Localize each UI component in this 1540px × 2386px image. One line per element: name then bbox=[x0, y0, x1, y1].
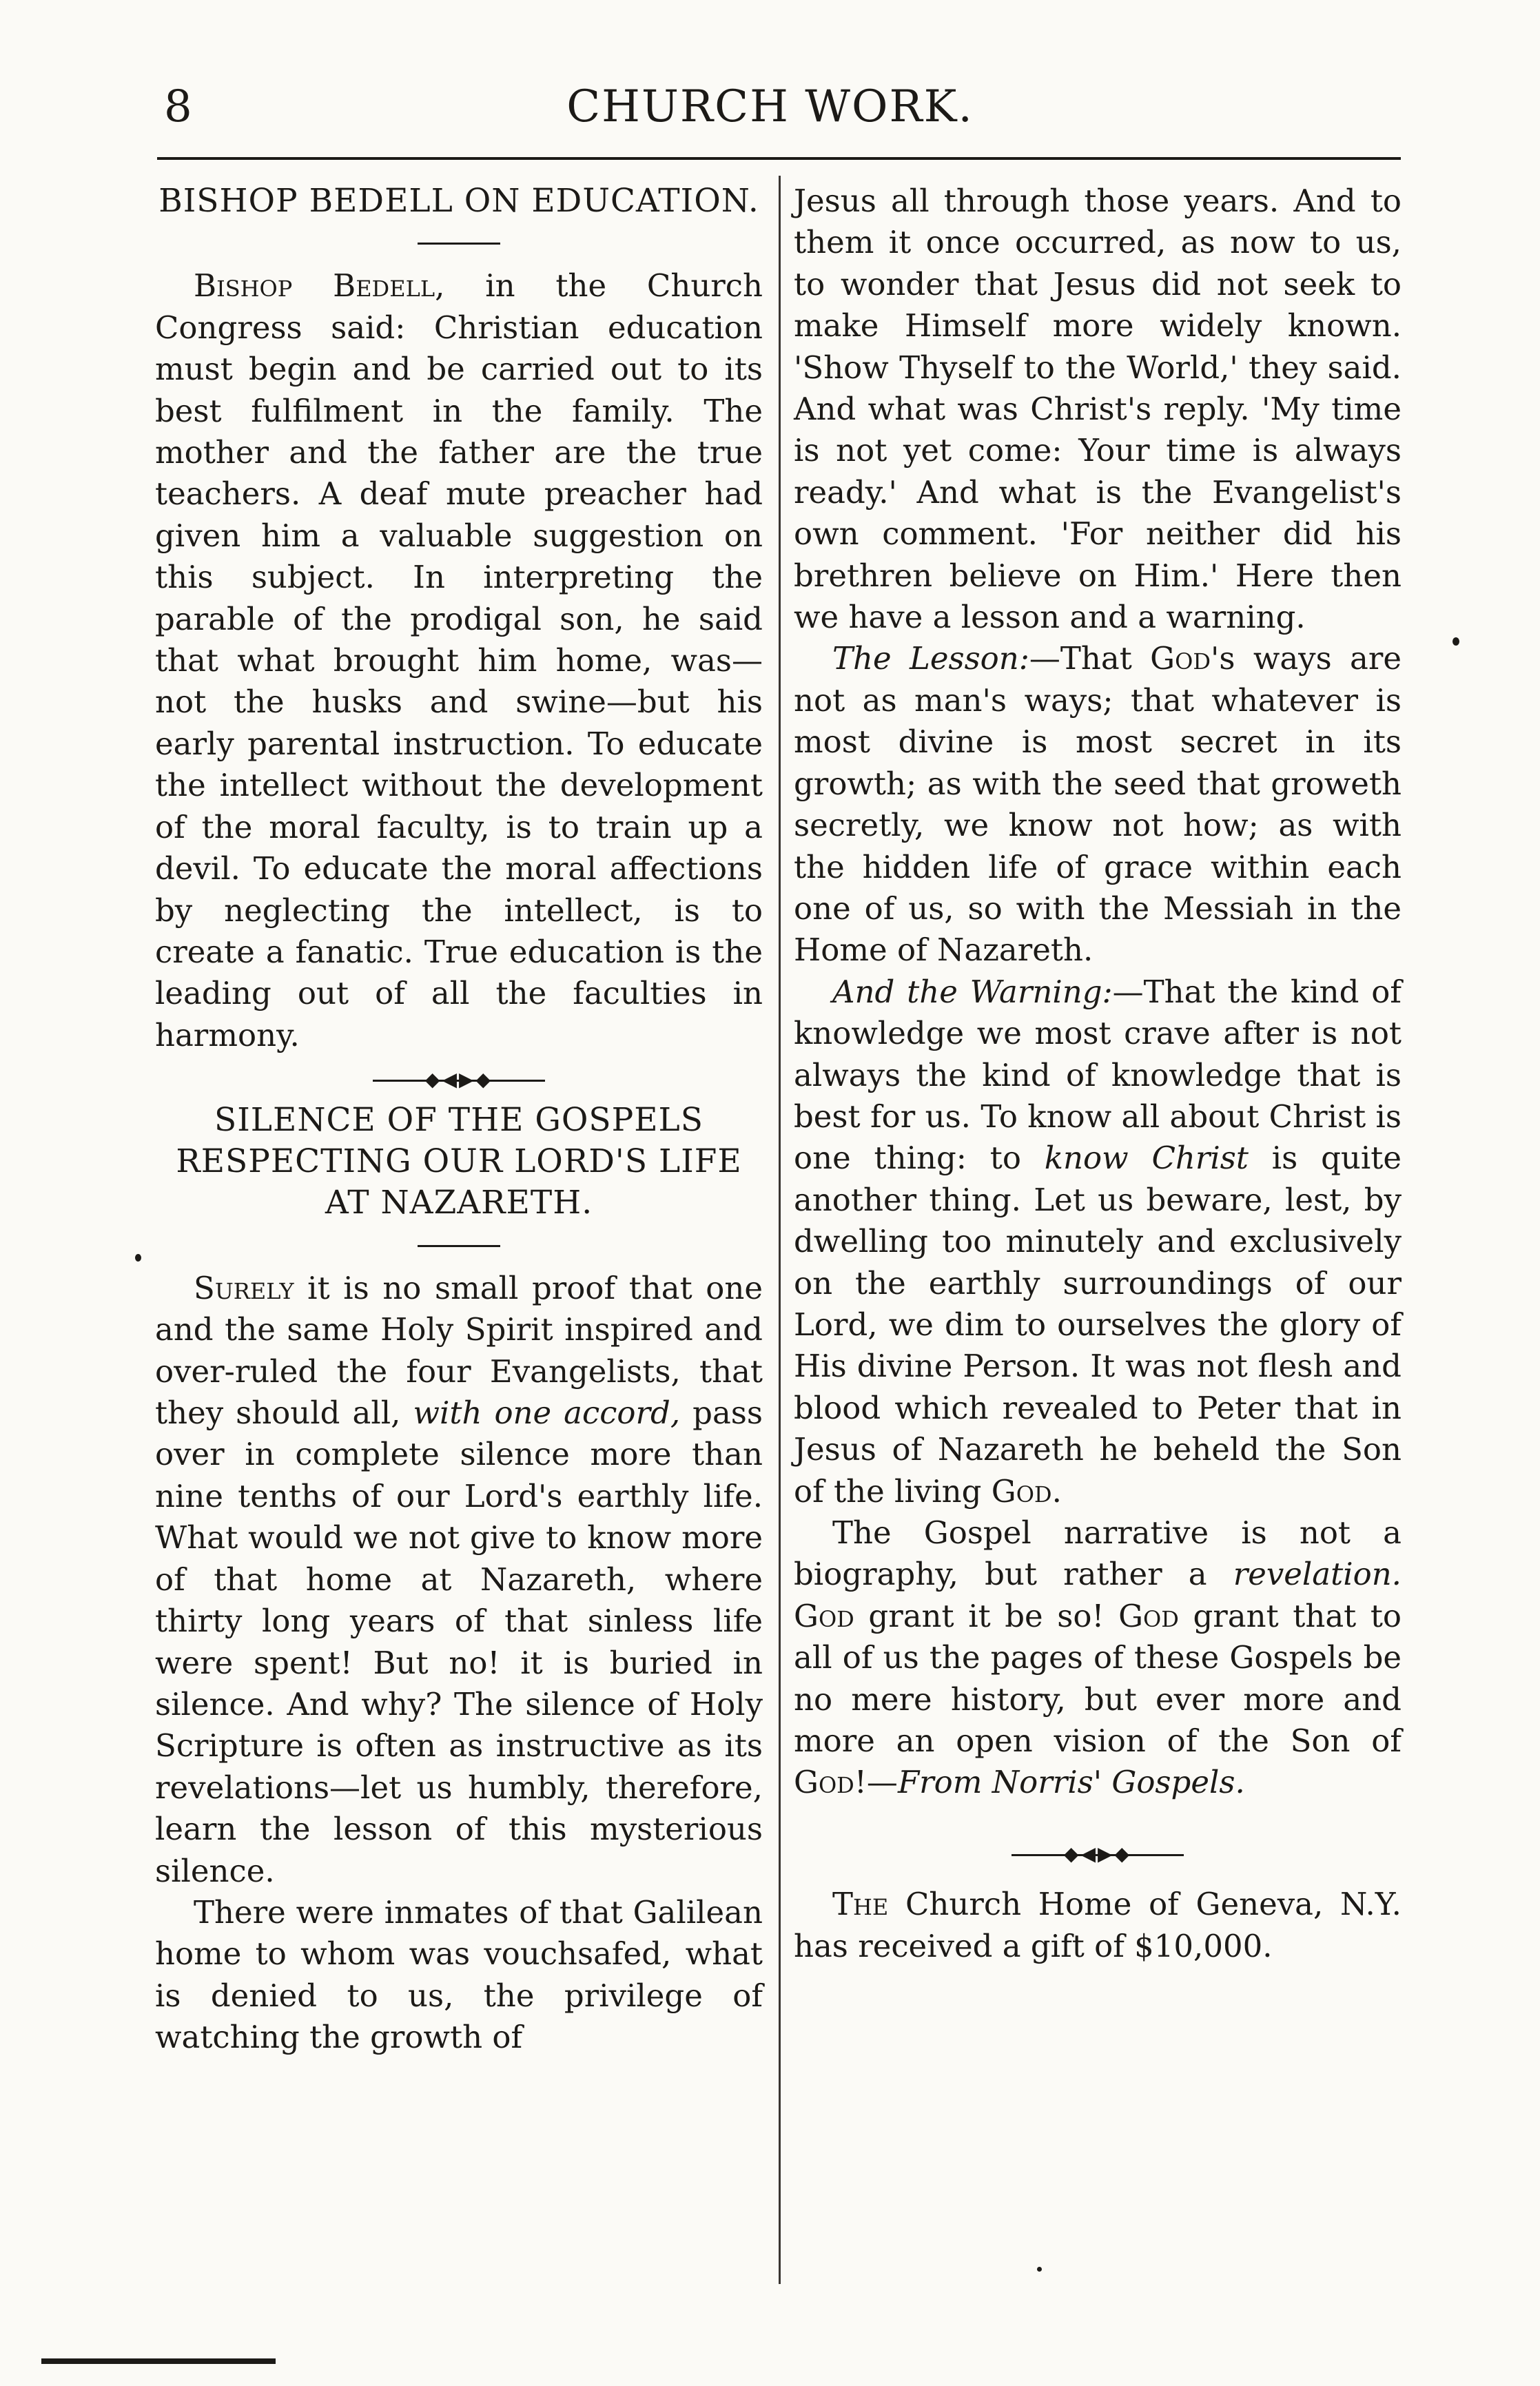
text-run: grant it be so! bbox=[854, 1597, 1119, 1634]
small-caps-run: God bbox=[991, 1472, 1052, 1510]
italic-run: And the Warning: bbox=[832, 973, 1113, 1010]
title-rule bbox=[418, 243, 500, 245]
text-run: it is no small proof that one and the same Holy Spirit inspired and over-ruled the four Evangelists, that they should all, bbox=[155, 1269, 763, 1432]
small-caps-run: God bbox=[794, 1597, 854, 1634]
page-number: 8 bbox=[164, 81, 192, 132]
print-speck bbox=[1037, 2267, 1042, 2272]
italic-run: know Christ bbox=[1044, 1140, 1249, 1177]
paragraph-inmates-continued: Jesus all through those years. And to them it once occurred, as now to us, to wonder that Jesus did not seek to make Himself more widely known. 'Show Thyself to the World,' they said. And what was Christ's reply. 'My time is not yet come: Your time is always ready.' And what is the Evangelist's own comment. 'For neither did his brethren believe on Him.' Here then we have a lesson and a warning. bbox=[794, 183, 1402, 636]
spacer bbox=[794, 1804, 1402, 1831]
print-speck bbox=[135, 1254, 141, 1262]
column-divider bbox=[779, 176, 781, 2284]
bottom-edge-mark bbox=[41, 2358, 276, 2364]
italic-run: with one accord, bbox=[413, 1395, 681, 1432]
text-run: The Gospel narrative is not a biography, but rather a bbox=[794, 1514, 1402, 1593]
text-run: . bbox=[1051, 1472, 1062, 1510]
print-speck bbox=[1452, 637, 1459, 646]
small-caps-run: God bbox=[1150, 640, 1211, 677]
text-run: !— bbox=[854, 1764, 898, 1801]
page-header-title: CHURCH WORK. bbox=[566, 81, 974, 132]
source-citation: From Norris' Gospels. bbox=[897, 1764, 1245, 1801]
ornament-glyphs: ◆◀▶◆ bbox=[1063, 1842, 1132, 1866]
text-run: is quite another thing. Let us beware, lest, by dwelling too minutely and exclusively on the earthly surroundings of our Lord, we dim to ourselves the glory of His divine Person. It was not flesh and blood which revealed to Peter that in Jesus of Nazareth he beheld the Son of the living bbox=[794, 1140, 1402, 1510]
lead-word: Bishop Bedell, bbox=[194, 267, 445, 305]
header-rule bbox=[157, 157, 1401, 160]
left-column bbox=[155, 181, 763, 2059]
notice-church-home bbox=[794, 1884, 1402, 1967]
text-run: —That the kind of knowledge we most crave after is not always the kind of knowledge that is best for us. To know all about Christ is one thing: to bbox=[794, 973, 1402, 1177]
text-run: —That bbox=[1029, 640, 1151, 677]
text-run: grant that to all of us the pages of these Gospels be no mere history, but ever more and more an open vision of the Son of bbox=[794, 1597, 1402, 1760]
title-rule bbox=[418, 1245, 500, 1247]
small-caps-run: God bbox=[1118, 1597, 1179, 1634]
section-ornament bbox=[794, 1840, 1402, 1869]
lead-word: The bbox=[832, 1886, 889, 1923]
paragraph-revelation bbox=[794, 1512, 1402, 1804]
article-body-bishop-bedell bbox=[155, 265, 763, 1056]
section-ornament bbox=[155, 1065, 763, 1093]
italic-run: revelation. bbox=[1233, 1556, 1402, 1593]
text-run: pass over in complete silence more than nine tenths of our Lord's earthly life. What would we not give to know more of that home at Nazareth, where thirty long years of that sinless life were spent! But no! it is buried in silence. And why? The silence of Holy Scripture is often as instructive as its revelations—let us humbly, therefore, learn the lesson of this mysterious silence. bbox=[155, 1395, 763, 1889]
small-caps-run: God bbox=[794, 1764, 854, 1801]
paragraph-surely bbox=[155, 1268, 763, 1892]
paragraph-inmates: There were inmates of that Galilean home to whom was vouchsafed, what is denied to us, the privilege of watching the growth of bbox=[155, 1893, 763, 2056]
right-column bbox=[794, 181, 1402, 1967]
paragraph-lesson bbox=[794, 638, 1402, 971]
article-title-bishop-bedell: BISHOP BEDELL ON EDUCATION. bbox=[158, 182, 759, 220]
text-run: Church Home of Geneva, N.Y. has received a gift of $10,000. bbox=[794, 1886, 1402, 1964]
article-title-silence-gospels: SILENCE OF THE GOSPELS RESPECTING OUR LORD'S LIFE AT NAZARETH. bbox=[176, 1100, 742, 1222]
ornament-glyphs: ◆◀▶◆ bbox=[424, 1067, 493, 1091]
text-run: 's ways are not as man's ways; that whatever is most divine is most secret in its growth; as with the seed that groweth secretly, we know not how; as with the hidden life of grace within each one of us, so with the Messiah in the Home of Nazareth. bbox=[794, 640, 1402, 969]
lead-word: Surely bbox=[194, 1269, 294, 1306]
paragraph-text: in the Church Congress said: Christian education must begin and be carried out to its best fulfilment in the family. The mother and the father are the true teachers. A deaf mute preacher had given him a valuable suggestion on this subject. In interpreting the parable of the prodigal son, he said that what brought him home, was—not the husks and swine—but his early parental instruction. To educate the intellect without the development of the moral faculty, is to train up a devil. To educate the moral affections by neglecting the intellect, is to create a fanatic. True education is the leading out of all the faculties in harmony. bbox=[155, 267, 763, 1053]
paragraph-warning bbox=[794, 971, 1402, 1512]
italic-run: The Lesson: bbox=[832, 640, 1029, 677]
